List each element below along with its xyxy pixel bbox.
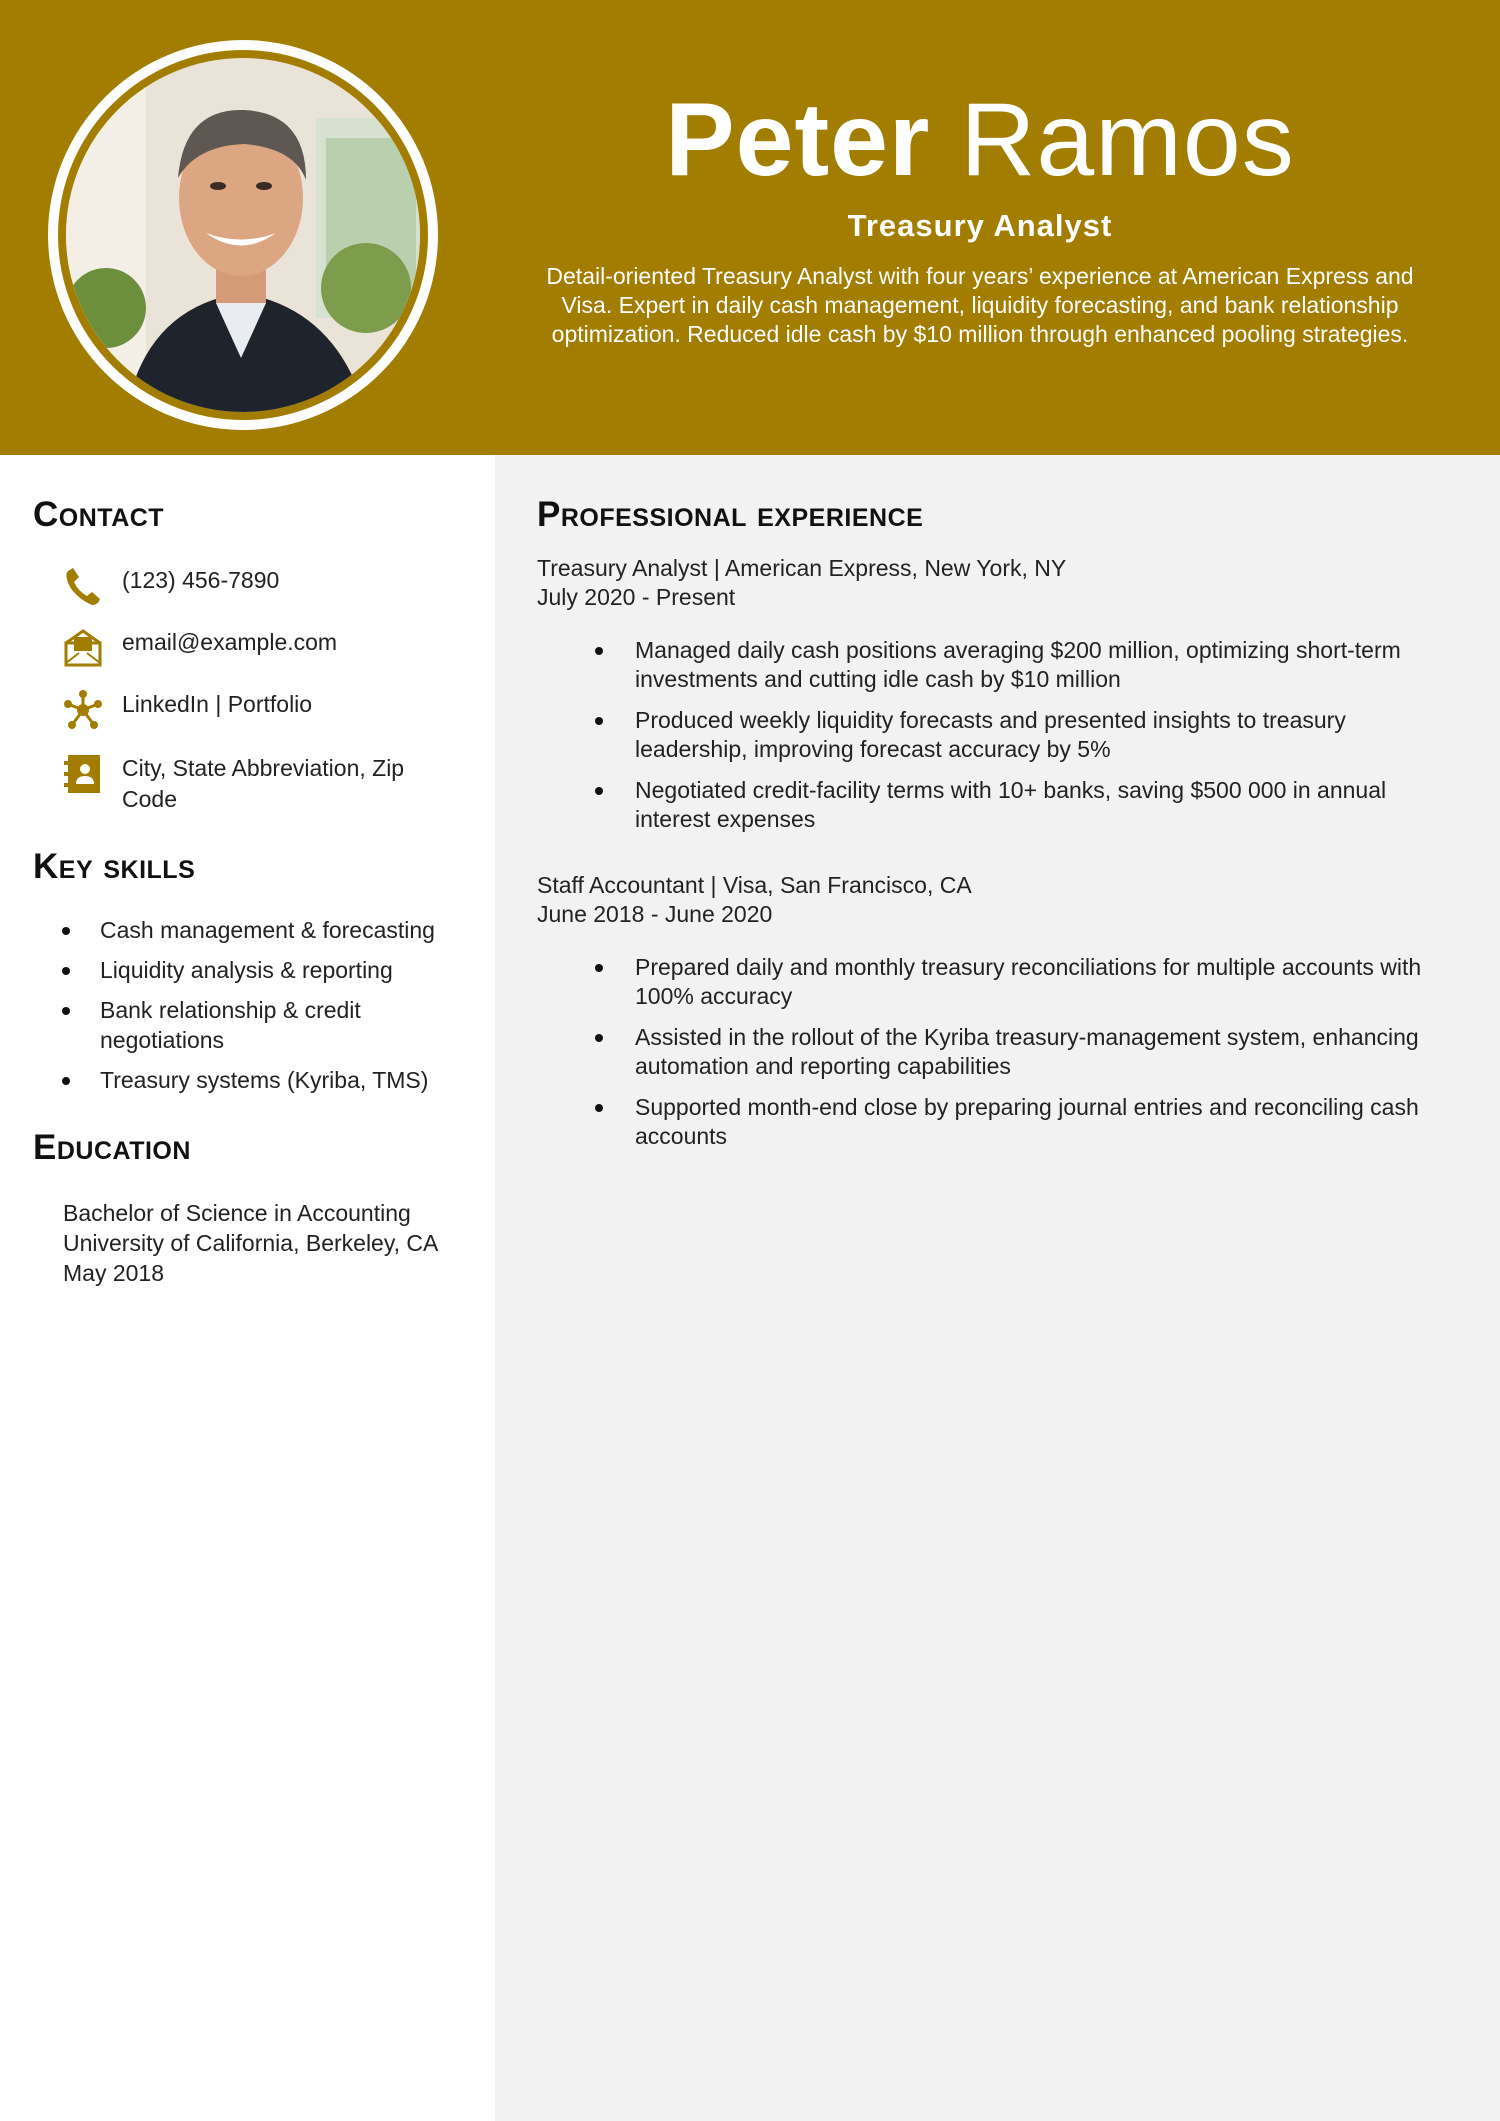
- school: University of California, Berkeley, CA: [63, 1230, 439, 1256]
- email-text: email@example.com: [122, 629, 338, 655]
- network-icon: [62, 689, 104, 731]
- job-bullets: [537, 953, 1457, 1151]
- job-role: Treasury Analyst | American Express, New York, NY: [537, 555, 1067, 581]
- address-text: City, State Abbreviation, Zip Code: [122, 755, 405, 812]
- list-item: Liquidity analysis & reporting: [62, 955, 472, 985]
- contact-address: [62, 753, 462, 815]
- profile-photo-frame: [48, 40, 438, 430]
- envelope-icon: [62, 627, 104, 669]
- job-role: Staff Accountant | Visa, San Francisco, CA: [537, 872, 972, 898]
- phone-text: (123) 456-7890: [122, 567, 280, 593]
- address-book-icon: [62, 753, 104, 795]
- links-text: LinkedIn | Portfolio: [122, 691, 313, 717]
- left-column: [0, 455, 495, 2121]
- job-entry: [537, 554, 1457, 846]
- job-bullets: [537, 636, 1457, 834]
- contact-links: [62, 689, 462, 731]
- skills-list: [62, 915, 472, 1105]
- list-item: Negotiated credit-facility terms with 10+ banks, saving $500 000 in annual interest expenses: [595, 776, 1457, 834]
- list-item: Cash management & forecasting: [62, 915, 472, 945]
- job-title: Treasury Analyst: [847, 208, 1113, 243]
- contact-heading: Contact: [33, 495, 165, 534]
- degree: Bachelor of Science in Accounting: [63, 1200, 411, 1226]
- job-dates: July 2020 - Present: [537, 584, 736, 610]
- contact-email: [62, 627, 462, 669]
- profile-photo: [66, 58, 420, 412]
- list-item: Supported month-end close by preparing journal entries and reconciling cash accounts: [595, 1093, 1457, 1151]
- job-entry: [537, 871, 1457, 1163]
- list-item: Prepared daily and monthly treasury reconciliations for multiple accounts with 100% accuracy: [595, 953, 1457, 1011]
- first-name: Peter: [665, 82, 931, 198]
- skills-heading: Key skills: [33, 847, 196, 886]
- experience-heading: Professional experience: [537, 495, 924, 534]
- list-item: Produced weekly liquidity forecasts and presented insights to treasury leadership, improving forecast accuracy by 5%: [595, 706, 1457, 764]
- graduation-date: May 2018: [63, 1260, 165, 1286]
- list-item: Assisted in the rollout of the Kyriba treasury-management system, enhancing automation and reporting capabilities: [595, 1023, 1457, 1081]
- education-entry: [63, 1198, 438, 1288]
- right-column: [495, 455, 1500, 2121]
- contact-phone: [62, 565, 462, 607]
- job-dates: June 2018 - June 2020: [537, 901, 773, 927]
- candidate-name: [530, 80, 1430, 200]
- header-banner: [0, 0, 1500, 455]
- education-heading: Education: [33, 1128, 191, 1167]
- portrait-illustration: [66, 58, 420, 412]
- list-item: Treasury systems (Kyriba, TMS): [62, 1065, 472, 1095]
- list-item: Managed daily cash positions averaging $200 million, optimizing short-term investments and cutting idle cash by $10 million: [595, 636, 1457, 694]
- phone-icon: [62, 565, 104, 607]
- profile-summary: Detail-oriented Treasury Analyst with four years’ experience at American Express and Visa. Expert in daily cash management, liquidity forecasting, and bank relationship optimization. Reduced idle cash by $10 million through enhanced pooling strategies.: [546, 263, 1414, 347]
- header-text: [530, 80, 1430, 349]
- list-item: Bank relationship & credit negotiations: [62, 995, 400, 1055]
- last-name: Ramos: [960, 82, 1295, 198]
